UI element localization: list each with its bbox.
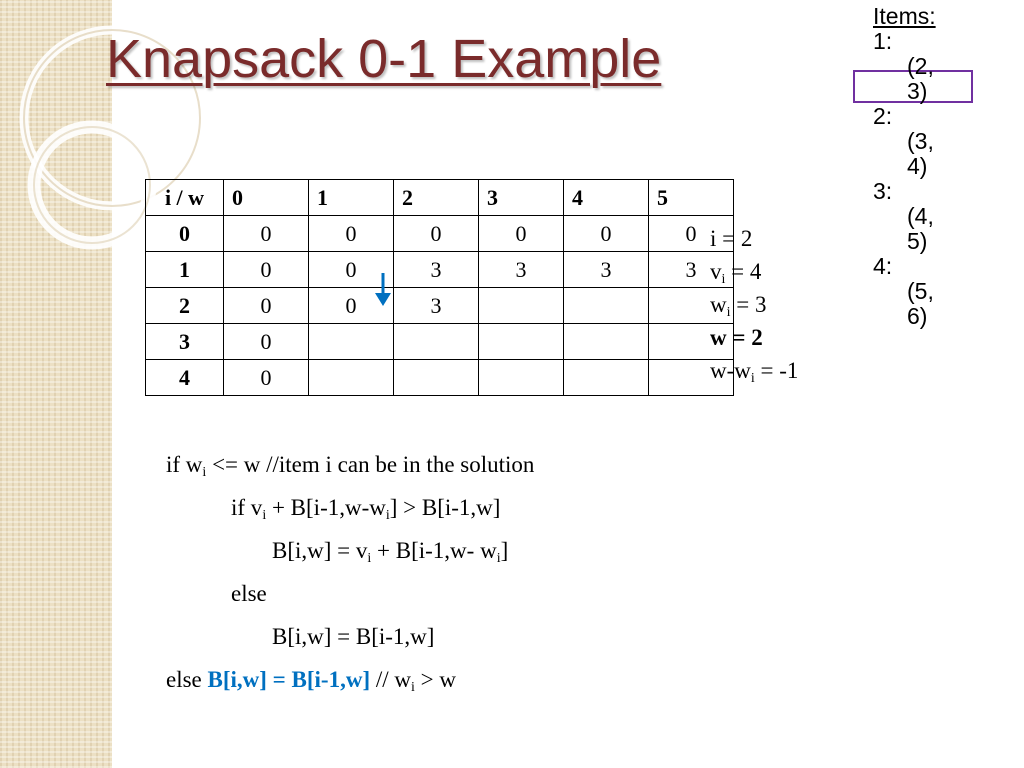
item-value: (3,4) xyxy=(907,128,934,179)
info-wi-name: w xyxy=(710,292,727,317)
table-column-header: 0 xyxy=(224,180,309,216)
table-cell: 0 xyxy=(564,216,649,252)
table-cell: 0 xyxy=(224,360,309,396)
table-column-header: 2 xyxy=(394,180,479,216)
table-cell: 3 xyxy=(394,252,479,288)
code-text: > w xyxy=(414,667,456,692)
info-vi-sub: i xyxy=(721,272,726,287)
table-row-header: 0 xyxy=(146,216,224,252)
code-text: ] xyxy=(500,538,509,563)
code-text: if w xyxy=(166,452,203,477)
info-wi-sub: i xyxy=(726,305,731,320)
code-text: else xyxy=(166,667,208,692)
table-row xyxy=(146,288,734,324)
table-cell: 3 xyxy=(394,288,479,324)
code-line xyxy=(166,667,456,693)
table-cell: 0 xyxy=(649,216,734,252)
code-text: ] > B[i-1,w] xyxy=(389,495,501,520)
table-row-header: 2 xyxy=(146,288,224,324)
code-sub: i xyxy=(411,680,415,695)
info-vi-name: v xyxy=(710,259,722,284)
slide-title: Knapsack 0-1 Example xyxy=(106,29,662,89)
info-w: w = 2 xyxy=(710,325,763,350)
code-line: else xyxy=(231,581,267,606)
item-value: (5,6) xyxy=(907,278,934,329)
code-sub: i xyxy=(262,508,267,523)
info-diff-value: = -1 xyxy=(754,358,799,383)
table-row-header: 4 xyxy=(146,360,224,396)
table-cell: 0 xyxy=(224,252,309,288)
table-cell: 3 xyxy=(649,252,734,288)
table-corner-header: i / w xyxy=(146,180,224,216)
table-cell: 3 xyxy=(564,252,649,288)
code-sub: i xyxy=(496,551,501,566)
info-diff xyxy=(710,354,798,387)
table-cell xyxy=(564,324,649,360)
table-cell xyxy=(564,288,649,324)
code-sub: i xyxy=(367,551,372,566)
code-line: B[i,w] = B[i-1,w] xyxy=(272,624,435,649)
code-line xyxy=(231,495,500,521)
table-cell: 3 xyxy=(479,252,564,288)
item-entry xyxy=(873,29,1013,104)
item-entry xyxy=(873,104,1013,179)
info-wi-value: = 3 xyxy=(730,292,767,317)
code-text: <= w //item i can be in the solution xyxy=(206,452,535,477)
code-text: + B[i-1,w-w xyxy=(266,495,386,520)
table-row xyxy=(146,216,734,252)
code-sub: i xyxy=(385,508,390,523)
table-column-header: 5 xyxy=(649,180,734,216)
table-cell: 0 xyxy=(394,216,479,252)
table-cell: 0 xyxy=(479,216,564,252)
item-number: 3: xyxy=(873,178,893,204)
info-diff-name: w-w xyxy=(710,358,751,383)
code-text: if v xyxy=(231,495,263,520)
table-row xyxy=(146,252,734,288)
down-arrow-icon xyxy=(372,272,394,308)
table-column-header: 3 xyxy=(479,180,564,216)
info-vi xyxy=(710,255,798,288)
item-value: (2,3) xyxy=(907,53,934,104)
table-cell xyxy=(394,324,479,360)
table-cell: 0 xyxy=(309,216,394,252)
info-vi-value: = 4 xyxy=(725,259,762,284)
table-cell: 0 xyxy=(224,288,309,324)
info-wi xyxy=(710,288,798,321)
table-cell xyxy=(309,324,394,360)
table-column-header: 4 xyxy=(564,180,649,216)
dp-table xyxy=(145,179,734,396)
table-row-header: 1 xyxy=(146,252,224,288)
code-line xyxy=(272,538,508,564)
code-line xyxy=(166,452,534,478)
item-number: 1: xyxy=(873,28,893,54)
table-column-header: 1 xyxy=(309,180,394,216)
table-cell: 0 xyxy=(309,288,394,324)
item-number: 2: xyxy=(873,103,893,129)
code-text: B[i,w] = v xyxy=(272,538,368,563)
table-row xyxy=(146,324,734,360)
code-text: + B[i-1,w- w xyxy=(371,538,497,563)
table-cell xyxy=(479,360,564,396)
table-cell: 0 xyxy=(224,324,309,360)
items-panel xyxy=(873,4,1013,329)
table-cell xyxy=(309,360,394,396)
code-sub: i xyxy=(202,465,207,480)
info-i: i = 2 xyxy=(710,226,753,251)
table-row-header: 3 xyxy=(146,324,224,360)
item-value: (4,5) xyxy=(907,203,934,254)
item-number: 4: xyxy=(873,253,893,279)
table-row xyxy=(146,360,734,396)
table-cell xyxy=(479,288,564,324)
table-cell: 0 xyxy=(224,216,309,252)
items-heading: Items: xyxy=(873,3,936,29)
current-state-info xyxy=(710,222,798,387)
item-entry xyxy=(873,254,1013,329)
code-highlight: B[i,w] = B[i-1,w] xyxy=(207,667,371,692)
code-text: // w xyxy=(370,667,411,692)
table-cell xyxy=(479,324,564,360)
item-entry xyxy=(873,179,1013,254)
table-header-row xyxy=(146,180,734,216)
info-diff-sub: i xyxy=(750,371,755,386)
table-cell xyxy=(394,360,479,396)
table-cell xyxy=(564,360,649,396)
table-cell: 0 xyxy=(309,252,394,288)
